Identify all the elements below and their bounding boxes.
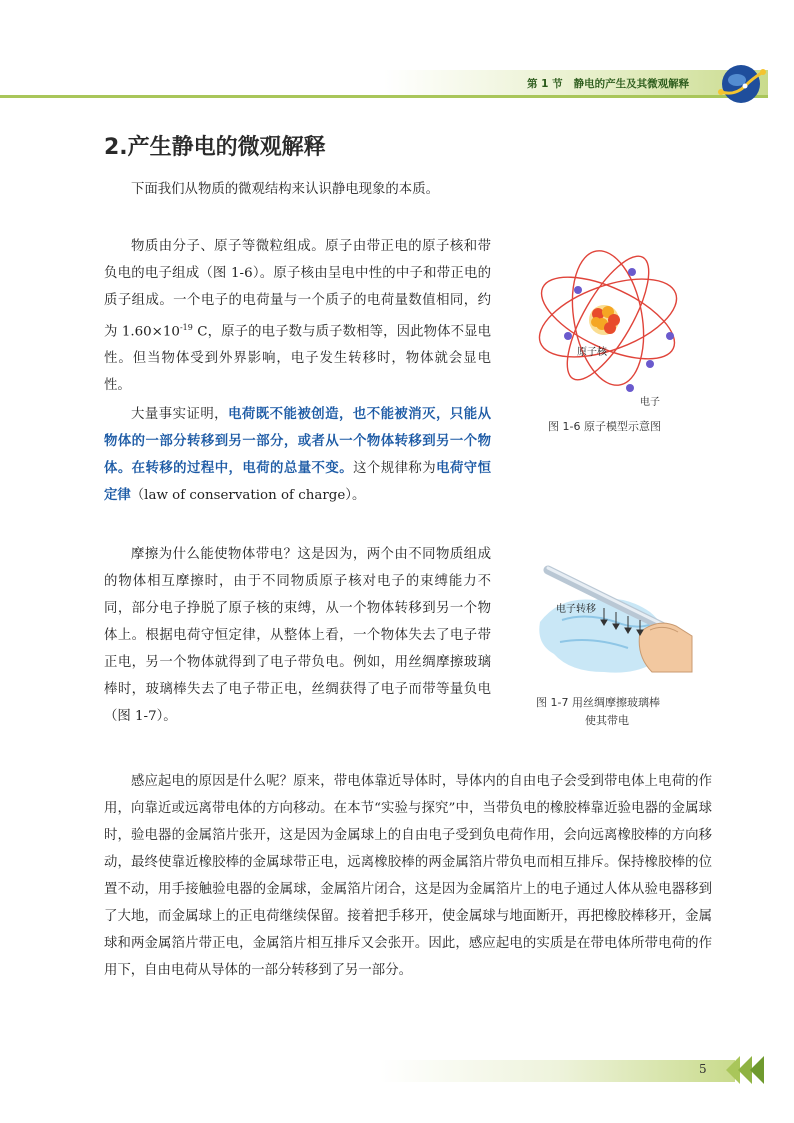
figure-1-7-caption-line2: 使其带电 xyxy=(585,714,629,727)
page-number: 5 xyxy=(699,1062,707,1076)
paragraph-intro: 下面我们从物质的微观结构来认识静电现象的本质。 xyxy=(131,182,439,197)
running-header xyxy=(527,76,689,91)
header-section-number: 第 1 节 xyxy=(527,78,563,90)
label-nucleus: 原子核 xyxy=(577,347,607,358)
hand-icon xyxy=(639,623,692,672)
figure-1-7-caption-line1: 图 1-7 用丝绸摩擦玻璃棒 xyxy=(536,696,660,709)
physics-logo-icon xyxy=(715,62,767,106)
p3-text-b: 这个规律称为 xyxy=(353,461,437,476)
paragraph-friction: 摩擦为什么能使物体带电？这是因为，两个由不同物质组成的物体相互摩擦时，由于不同物质原子核对电子的束缚能力不同，部分电子挣脱了原子核的束缚，从一个物体转移到另一个物体上。根据电荷守恒定律，从整体上看，一个物体失去了电子带正电，另一个物体就得到了电子带负电。例如，用丝绸摩擦玻璃棒时，玻璃棒失去了电子带正电，丝绸获得了电子而带等量负电（图 1-7）。 xyxy=(104,547,491,724)
electron-icons xyxy=(564,268,674,392)
footer-band xyxy=(380,1060,735,1082)
header-rule xyxy=(0,95,768,98)
nucleus-icon xyxy=(589,305,620,335)
p3-text-a: 大量事实证明， xyxy=(131,407,229,422)
p3-text-c: （law of conservation of charge）。 xyxy=(130,488,366,503)
p2-text-b: C，原子的电子数与质子数相等，因此物体不显电性。但当物体受到外界影响，电子发生转移时，物体就会显电性。 xyxy=(104,324,491,394)
atom-model-figure xyxy=(530,248,700,408)
glass-rod-silk-figure xyxy=(532,560,694,690)
p2-exponent: -19 xyxy=(179,323,193,332)
p3-law-name: 电荷守恒定律 xyxy=(104,460,492,503)
figure-1-6-caption: 图 1-6 原子模型示意图 xyxy=(548,420,661,433)
label-electron-transfer: 电子转移 xyxy=(556,604,596,615)
label-electron: 电子 xyxy=(640,397,660,408)
header-section-title: 静电的产生及其微观解释 xyxy=(573,78,690,90)
paragraph-induction: 感应起电的原因是什么呢？原来，带电体靠近导体时，导体内的自由电子会受到带电体上电荷的作用，向靠近或远离带电体的方向移动。在本节“实验与探究”中，当带负电的橡胶棒靠近验电器的金属球时，验电器的金属箔片张开，这是因为金属球上的自由电子受到负电荷作用，会向远离橡胶棒的方向移动，最终使靠近橡胶棒的金属球带正电，远离橡胶棒的两金属箔片带负电而相互排斥。保持橡胶棒的位置不动，用手接触验电器的金属球，金属箔片闭合，这是因为金属箔片上的电子通过人体从验电器移到了大地，而金属球上的正电荷继续保留。接着把手移开，使金属球与地面断开，再把橡胶棒移开，金属球和两金属箔片带正电，金属箔片相互排斥又会张开。因此，感应起电的实质是在带电体所带电荷的作用下，自由电荷从导体的一部分转移到了另一部分。 xyxy=(104,774,712,978)
section-title: 2.产生静电的微观解释 xyxy=(104,135,326,160)
p3-law-statement: 电荷既不能被创造，也不能被消灭，只能从物体的一部分转移到另一部分，或者从一个物体转移到另一个物体。在转移的过程中，电荷的总量不变。 xyxy=(104,406,492,476)
p2-text-a: 物质由分子、原子等微粒组成。原子由带正电的原子核和带负电的电子组成（图 1-6）。原子核由呈电中性的中子和带正电的质子组成。一个电子的电荷量与一个质子的电荷量数值相同，约为 1.60×10 xyxy=(104,239,491,340)
footer-arrows-icon xyxy=(718,1052,770,1088)
paragraph-conservation xyxy=(104,401,491,509)
paragraph-atom-structure xyxy=(104,233,491,399)
